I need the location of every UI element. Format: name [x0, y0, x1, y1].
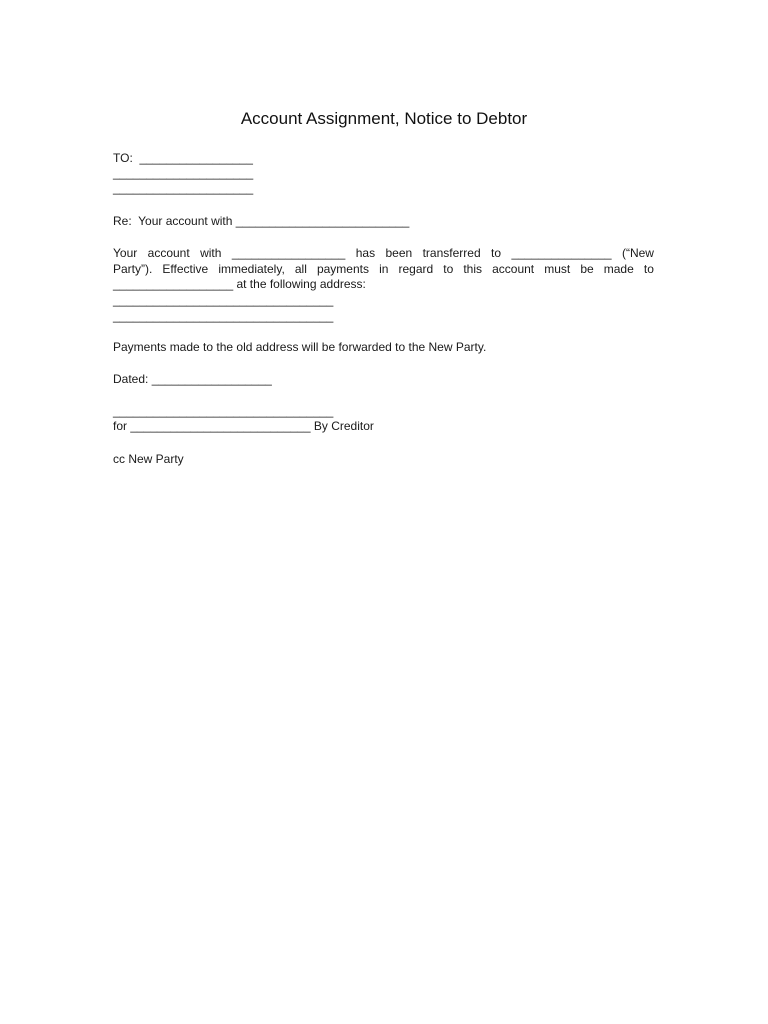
- new-party-blank: _______________: [511, 246, 612, 260]
- word: regard: [398, 262, 434, 276]
- word: made: [603, 262, 634, 276]
- to-address-blank-3: _____________________: [113, 181, 254, 195]
- paragraph-row-2: [113, 262, 654, 277]
- paragraph-row-1: [113, 246, 654, 261]
- word: (“New: [621, 246, 654, 260]
- for-creditor-line: for ___________________________ By Creditor: [113, 419, 374, 433]
- signature-blank: _________________________________: [113, 404, 334, 418]
- document-title: Account Assignment, Notice to Debtor: [240, 109, 528, 128]
- to-address-blank-2: _____________________: [113, 166, 254, 180]
- word: all: [294, 262, 307, 276]
- word: be: [580, 262, 594, 276]
- address-blank-1: _________________________________: [113, 293, 334, 307]
- word: this: [463, 262, 483, 276]
- word: in: [379, 262, 389, 276]
- word: Effective: [162, 262, 209, 276]
- re-line: Re: Your account with __________________________: [113, 214, 410, 228]
- word: account: [492, 262, 535, 276]
- word: transferred: [422, 246, 481, 260]
- word: to: [491, 246, 502, 260]
- word: has: [355, 246, 376, 260]
- word: Your: [113, 246, 138, 260]
- word: must: [544, 262, 571, 276]
- dated-line: Dated: __________________: [113, 372, 272, 386]
- word: to: [443, 262, 454, 276]
- cc-line: cc New Party: [113, 452, 184, 466]
- creditor-blank: _________________: [231, 246, 346, 260]
- word: been: [385, 246, 413, 260]
- word: Party”).: [113, 262, 153, 276]
- word: with: [200, 246, 222, 260]
- word: account: [147, 246, 190, 260]
- paragraph-row-3: __________________ at the following address:: [113, 277, 366, 291]
- word: to: [643, 262, 654, 276]
- word: payments: [316, 262, 369, 276]
- address-blank-2: _________________________________: [113, 309, 334, 323]
- word: immediately,: [218, 262, 285, 276]
- to-line: TO: _________________: [113, 151, 253, 165]
- forward-note: Payments made to the old address will be forwarded to the New Party.: [113, 340, 487, 354]
